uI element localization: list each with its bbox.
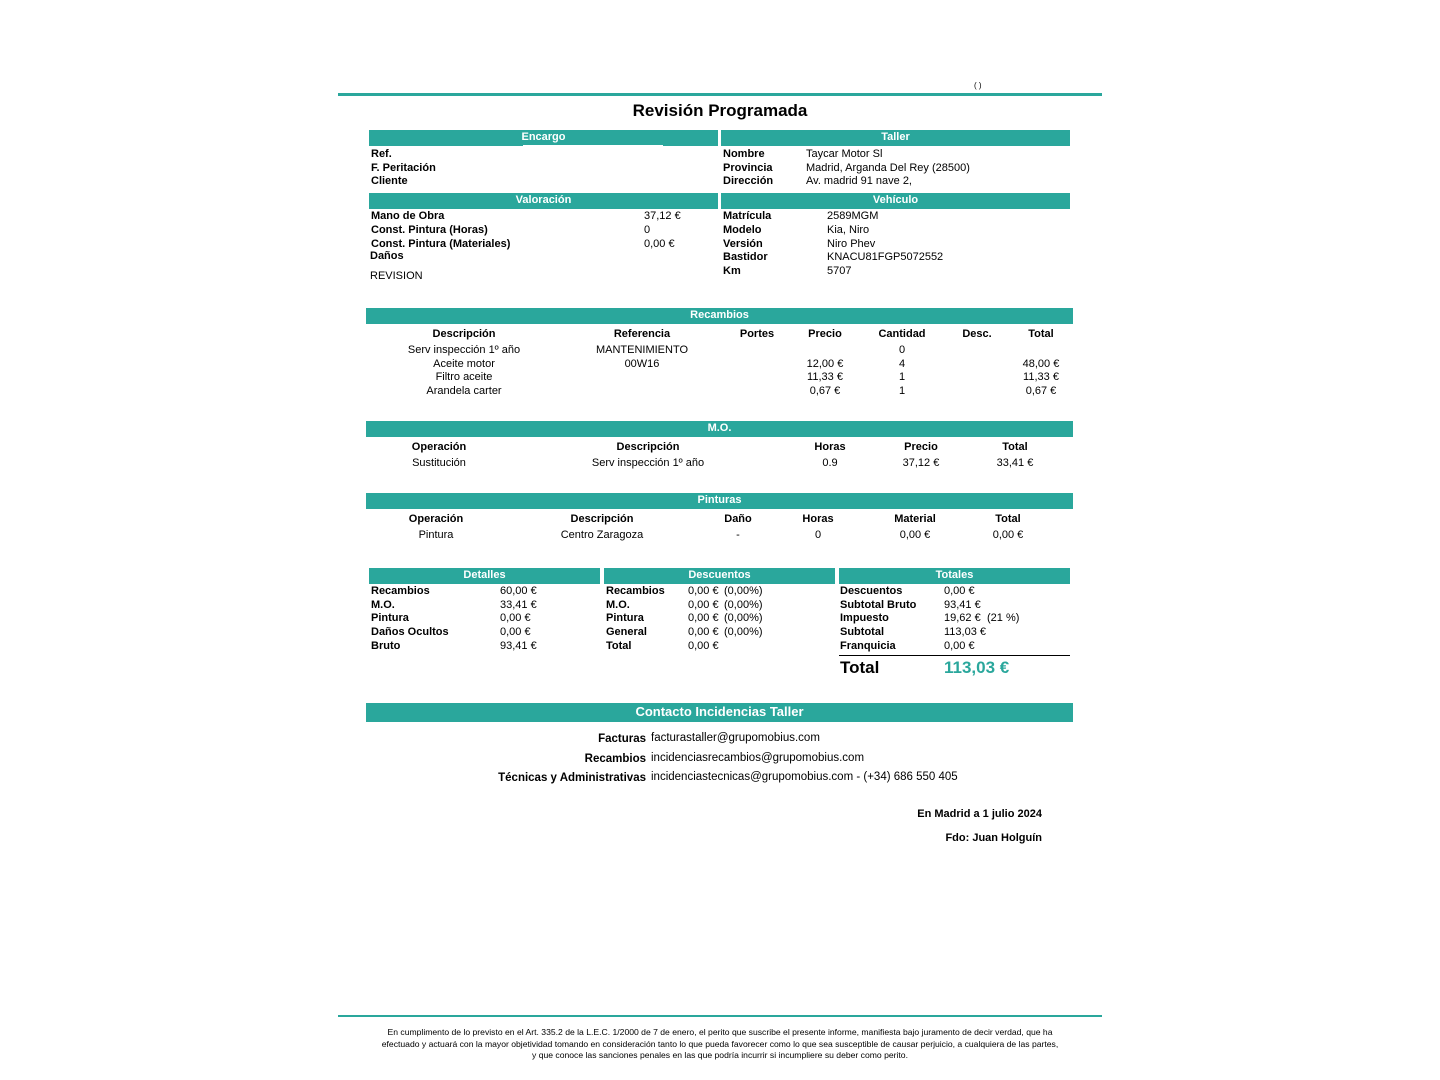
page-title: Revisión Programada [632, 101, 808, 120]
footer-divider [338, 1015, 1102, 1017]
recambios-col-header: Descripción [432, 328, 496, 340]
totales-label: Descuentos [840, 585, 903, 597]
contacto-recambios-email[interactable]: incidenciasrecambios@grupomobius.com [651, 752, 865, 764]
descuentos-value: 0,00 € [688, 639, 719, 652]
modelo-value: Kia, Niro [827, 224, 870, 236]
mano-obra-value: 37,12 € [644, 210, 681, 222]
totales-percent: (21 %) [987, 612, 1020, 625]
top-divider [338, 93, 1102, 96]
pinturas-col-header: Descripción [570, 513, 634, 525]
version-label: Versión [723, 238, 763, 250]
detalles-label: Bruto [371, 639, 401, 652]
mo-cell: Sustitución [412, 457, 466, 469]
pinturas-col-header: Material [894, 513, 936, 525]
pintura-materiales-label: Const. Pintura (Materiales) [371, 238, 511, 250]
mo-cell: 37,12 € [902, 457, 940, 469]
recambios-cell: 0 [898, 344, 906, 356]
total-divider [839, 655, 1070, 656]
recambios-col-header: Precio [808, 328, 842, 340]
pinturas-cell: Pintura [418, 529, 454, 541]
totales-value: 113,03 € [944, 626, 987, 639]
km-value: 5707 [827, 265, 852, 277]
legal-line-1: En cumplimento de lo previsto en el Art. 335.2 de la L.E.C. 1/2000 de 7 de enero, el perito que suscribe el presente informe, manifiesta bajo juramento de decir verdad, que ha [387, 1027, 1053, 1037]
recambios-cell: 1 [898, 385, 906, 398]
detalles-header: Detalles [369, 568, 600, 584]
pinturas-cell: 0 [814, 529, 822, 541]
mo-header: M.O. [366, 421, 1073, 437]
recambios-cell: Filtro aceite [435, 371, 493, 384]
descuentos-value: 0,00 € [688, 626, 719, 639]
recambios-col-header: Referencia [613, 328, 671, 340]
recambios-col-header: Desc. [962, 328, 992, 340]
pintura-materiales-value: 0,00 € [644, 238, 675, 250]
recambios-cell: 4 [898, 357, 906, 370]
contacto-tecnicas-email[interactable]: incidenciastecnicas@grupomobius.com - (+34) 686 550 405 [651, 771, 958, 783]
totales-value: 19,62 € [944, 612, 981, 625]
mo-cell: 0.9 [822, 457, 838, 469]
descuentos-value: 0,00 € [688, 585, 719, 597]
descuentos-percent: (0,00%) [724, 598, 763, 611]
detalles-value: 33,41 € [500, 598, 537, 611]
descuentos-percent: (0,00%) [724, 585, 763, 597]
matricula-label: Matrícula [723, 210, 772, 222]
descuentos-label: Recambios [606, 585, 665, 597]
detalles-label: Daños Ocultos [371, 626, 449, 639]
nombre-label: Nombre [723, 148, 765, 160]
pinturas-cell: 0,00 € [899, 529, 931, 541]
fperitacion-label: F. Peritación [371, 162, 436, 174]
pintura-horas-value: 0 [644, 224, 651, 236]
grand-total-label: Total [840, 658, 880, 677]
pintura-horas-label: Const. Pintura (Horas) [371, 224, 488, 236]
encargo-header: Encargo [369, 130, 718, 146]
contacto-recambios-label: Recambios [584, 753, 646, 765]
danos-value: REVISION [370, 270, 423, 282]
nombre-value: Taycar Motor Sl [806, 148, 883, 160]
direccion-label: Dirección [723, 175, 774, 187]
modelo-label: Modelo [723, 224, 762, 236]
legal-line-2: efectuado y actuará con la mayor objetividad tomando en consideración tanto lo que pueda favorecer como lo que sea susceptible de causar perjuicio, a cualquiera de las partes, [381, 1038, 1059, 1049]
contacto-header: Contacto Incidencias Taller [366, 703, 1073, 722]
descuentos-value: 0,00 € [688, 612, 719, 625]
recambios-col-header: Portes [739, 328, 775, 340]
firma-lugar-fecha: En Madrid a 1 julio 2024 [917, 808, 1042, 820]
descuentos-label: Pintura [606, 612, 644, 625]
totales-label: Subtotal [840, 626, 884, 639]
contacto-facturas-email[interactable]: facturastaller@grupomobius.com [651, 732, 820, 744]
descuentos-header: Descuentos [604, 568, 835, 584]
pinturas-cell: - [736, 529, 740, 541]
recambios-cell: Aceite motor [433, 357, 495, 370]
cliente-label: Cliente [371, 175, 408, 187]
totales-label: Impuesto [840, 612, 889, 625]
mo-col-header: Total [1002, 441, 1028, 453]
detalles-label: Recambios [371, 585, 430, 597]
pinturas-col-header: Daño [724, 513, 752, 525]
pinturas-col-header: Operación [408, 513, 464, 525]
version-value: Niro Phev [827, 238, 876, 250]
descuentos-value: 0,00 € [688, 598, 719, 611]
direccion-value: Av. madrid 91 nave 2, [806, 175, 912, 187]
pinturas-col-header: Horas [802, 513, 834, 525]
totales-header: Totales [839, 568, 1070, 584]
pinturas-header: Pinturas [366, 493, 1073, 509]
contacto-tecnicas-label: Técnicas y Administrativas [498, 772, 646, 784]
recambios-cell: Serv inspección 1º año [407, 344, 521, 356]
matricula-value: 2589MGM [827, 210, 879, 222]
recambios-cell: 11,33 € [1023, 371, 1059, 384]
km-label: Km [723, 265, 741, 277]
mano-obra-label: Mano de Obra [371, 210, 445, 222]
detalles-value: 0,00 € [500, 626, 531, 639]
mo-col-header: Operación [411, 441, 467, 453]
detalles-value: 0,00 € [500, 612, 531, 625]
descuentos-label: Total [606, 639, 632, 652]
bastidor-label: Bastidor [723, 251, 768, 263]
ref-label: Ref. [371, 148, 392, 160]
recambios-cell: 00W16 [624, 357, 660, 370]
totales-label: Franquicia [840, 639, 896, 652]
mo-cell: Serv inspección 1º año [591, 457, 705, 469]
valoracion-header: Valoración [369, 193, 718, 209]
recambios-cell: Arandela carter [426, 385, 502, 398]
recambios-cell: 0,67 € [809, 385, 841, 398]
totales-value: 0,00 € [944, 585, 975, 597]
taller-header: Taller [721, 130, 1070, 146]
provincia-label: Provincia [723, 162, 773, 174]
totales-label: Subtotal Bruto [840, 598, 917, 611]
grand-total-value: 113,03 € [944, 658, 1010, 677]
mo-col-header: Descripción [616, 441, 680, 453]
contacto-facturas-label: Facturas [598, 733, 646, 745]
encargo-underline [523, 145, 663, 146]
recambios-cell: 11,33 € [807, 371, 843, 384]
recambios-header: Recambios [366, 308, 1073, 324]
recambios-col-header: Cantidad [878, 328, 926, 340]
legal-footer [338, 1027, 1102, 1062]
recambios-col-header: Total [1028, 328, 1054, 340]
totales-value: 93,41 € [944, 598, 981, 611]
descuentos-percent: (0,00%) [724, 626, 763, 639]
top-mark: ( ) [974, 81, 982, 90]
recambios-cell: 48,00 € [1022, 357, 1060, 370]
pinturas-cell: Centro Zaragoza [560, 529, 644, 541]
mo-col-header: Precio [904, 441, 938, 453]
detalles-label: Pintura [371, 612, 409, 625]
recambios-cell: MANTENIMIENTO [595, 344, 689, 356]
recambios-cell: 1 [898, 371, 906, 384]
pinturas-cell: 0,00 € [992, 529, 1024, 541]
pinturas-col-header: Total [995, 513, 1021, 525]
firma-nombre: Fdo: Juan Holguín [945, 832, 1042, 844]
descuentos-percent: (0,00%) [724, 612, 763, 625]
descuentos-label: General [606, 626, 647, 639]
bastidor-value: KNACU81FGP5072552 [827, 251, 944, 263]
recambios-cell: 12,00 € [806, 357, 844, 370]
detalles-value: 60,00 € [500, 585, 537, 597]
totales-value: 0,00 € [944, 639, 975, 652]
legal-line-3: y que conoce las sanciones penales en las que podría incurrir si incumpliere su deber como perito. [532, 1050, 908, 1061]
detalles-label: M.O. [371, 598, 395, 611]
danos-label: Daños [370, 250, 404, 262]
recambios-cell: 0,67 € [1025, 385, 1057, 398]
detalles-value: 93,41 € [500, 639, 537, 652]
provincia-value: Madrid, Arganda Del Rey (28500) [806, 162, 970, 174]
descuentos-label: M.O. [606, 598, 630, 611]
vehiculo-header: Vehículo [721, 193, 1070, 209]
mo-col-header: Horas [814, 441, 846, 453]
mo-cell: 33,41 € [996, 457, 1034, 469]
